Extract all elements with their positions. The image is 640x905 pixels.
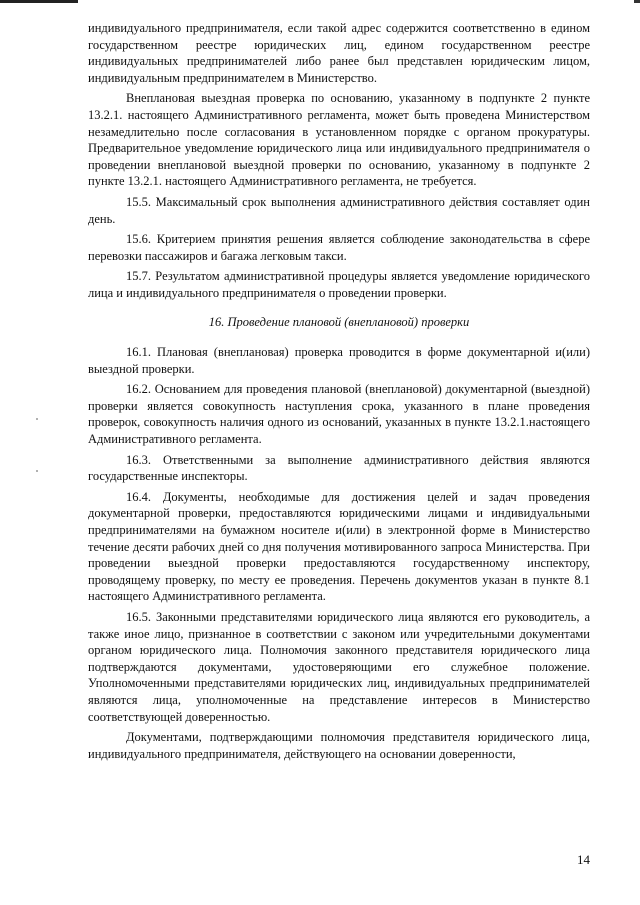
paragraph-15-7: 15.7. Результатом административной процедуры является уведомление юридического лица и индивидуального предпринимателя о проведении проверки. (88, 269, 590, 300)
paragraph-15-6: 15.6. Критерием принятия решения является соблюдение законодательства в сфере перевозки пассажиров и багажа легковым такси. (88, 232, 590, 263)
paragraph-continuation: индивидуального предпринимателя, если такой адрес содержится соответственно в едином государственном реестре юридических лиц, едином государственном реестре индивидуальных предпринимателей либо ранее был представлен юридическим лицом, индивидуальным предпринимателем в Министерство. (88, 21, 590, 85)
top-edge-rule (0, 0, 78, 3)
paragraph-16-5: 16.5. Законными представителями юридического лица являются его руководитель, а также иное лицо, признанное в соответствии с законом или учредительными документами органом юридического лица. Полномочия законного представителя юридического лица подтверждаются документами, удостоверяющими его служебное положение. Уполномоченными представителями юридических лиц, индивидуальных предпринимателей являются лица, уполномоченные на представление интересов в Министерство соответствующей доверенностью. (88, 610, 590, 724)
paragraph-15-5: 15.5. Максимальный срок выполнения административного действия составляет один день. (88, 194, 590, 226)
section-heading: 16. Проведение плановой (внеплановой) проверки (208, 314, 470, 329)
paragraph-16-4: 16.4. Документы, необходимые для достижения целей и задач проведения документарной проверки, предоставляются юридическими лицами и индивидуальными предпринимателями на бумажном носителе и(или) в электронной форме в Министерство течение десяти рабочих дней со дня получения мотивированного запроса Министерства. При проведении выездной проверки предоставляются государственному инспектору, проводящему проверку, по месту ее проведения. Перечень документов указан в пункте 8.1 настоящего Административного регламента. (88, 489, 590, 604)
corner-mark (634, 0, 640, 3)
paragraph-16-2: 16.2. Основанием для проведения плановой (внеплановой) документарной (выездной) проверки является совокупность наступления срока, указанного в плане проведения проверок, совокупность наличия одного из оснований, указанных в пункте 13.2.1.настоящего Административного регламента. (88, 382, 590, 447)
scan-speck (36, 418, 38, 420)
paragraph-unscheduled-inspection: Внеплановая выездная проверка по основанию, указанному в подпункте 2 пункте 13.2.1. настоящего Административного регламента, может быть проведена Министерством незамедлительно после согласования в установленном порядке с органом прокуратуры. Предварительное уведомление юридического лица или индивидуального предпринимателя о проведении внеплановой выездной проверки по основанию, указанному в подпункте 2 пункте 13.2.1. настоящего Административного регламента, не требуется. (88, 91, 590, 189)
document-body (88, 20, 590, 766)
paragraph-16-3: 16.3. Ответственными за выполнение административного действия являются государственные инспекторы. (88, 452, 590, 484)
paragraph-16-1: 16.1. Плановая (внеплановая) проверка проводится в форме документарной и(или) выездной проверки. (88, 345, 590, 376)
page-number: 14 (577, 852, 590, 867)
scan-speck (36, 470, 38, 472)
paragraph-authority-documents: Документами, подтверждающими полномочия представителя юридического лица, индивидуального предпринимателя, действующего на основании доверенности, (88, 730, 590, 761)
